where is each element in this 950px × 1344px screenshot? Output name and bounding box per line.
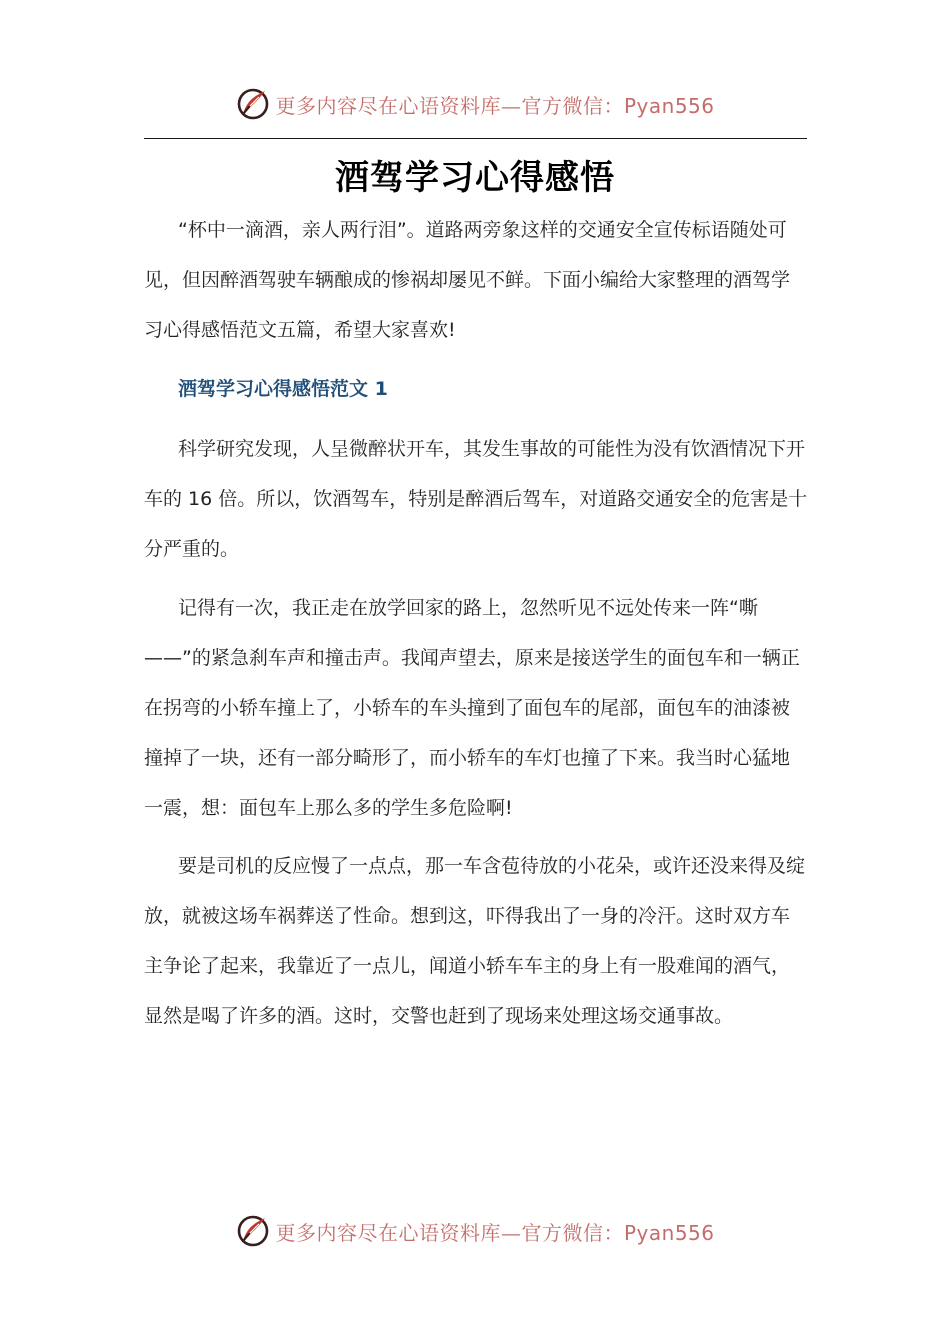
header-banner [0,84,950,124]
banner-slogan: 更多内容尽在心语资料库—官方微信： [275,93,624,118]
banner-text [275,90,714,119]
banner-text [275,1217,714,1246]
wechat-id: Pyan556 [623,1220,715,1245]
intro-paragraph: “杯中一滴酒，亲人两行泪”。道路两旁象这样的交通安全宣传标语随处可见，但因醉酒驾驶车辆酿成的惨祸却屡见不鲜。下面小编给大家整理的酒驾学习心得感悟范文五篇，希望大家喜欢! [144,219,791,341]
body-paragraph-2: 记得有一次，我正走在放学回家的路上，忽然听见不远处传来一阵“嘶——”的紧急刹车声和撞击声。我闻声望去，原来是接送学生的面包车和一辆正在拐弯的小轿车撞上了，小轿车的车头撞到了面包车的尾部，面包车的油漆被撞掉了一块，还有一部分畸形了，而小轿车的车灯也撞了下来。我当时心猛地一震，想：面包车上那么多的学生多危险啊! [144,597,800,819]
quill-pen-logo-icon [235,86,271,122]
section-heading: 酒驾学习心得感悟范文 1 [178,378,388,400]
body-paragraph-1: 科学研究发现，人呈微醉状开车，其发生事故的可能性为没有饮酒情况下开车的 16 倍。所以，饮酒驾车，特别是醉酒后驾车，对道路交通安全的危害是十分严重的。 [144,438,808,560]
banner-slogan: 更多内容尽在心语资料库—官方微信： [275,1220,624,1245]
document-title: 酒驾学习心得感悟 [335,158,615,198]
footer-banner [0,1211,950,1251]
header-divider [144,138,807,139]
quill-pen-logo-icon [235,1213,271,1249]
body-paragraph-3: 要是司机的反应慢了一点点，那一车含苞待放的小花朵，或许还没来得及绽放，就被这场车祸葬送了性命。想到这，吓得我出了一身的冷汗。这时双方车主争论了起来，我靠近了一点儿，闻道小轿车车主的身上有一股难闻的酒气，显然是喝了许多的酒。这时，交警也赶到了现场来处理这场交通事故。 [144,855,806,1027]
wechat-id: Pyan556 [623,93,715,118]
